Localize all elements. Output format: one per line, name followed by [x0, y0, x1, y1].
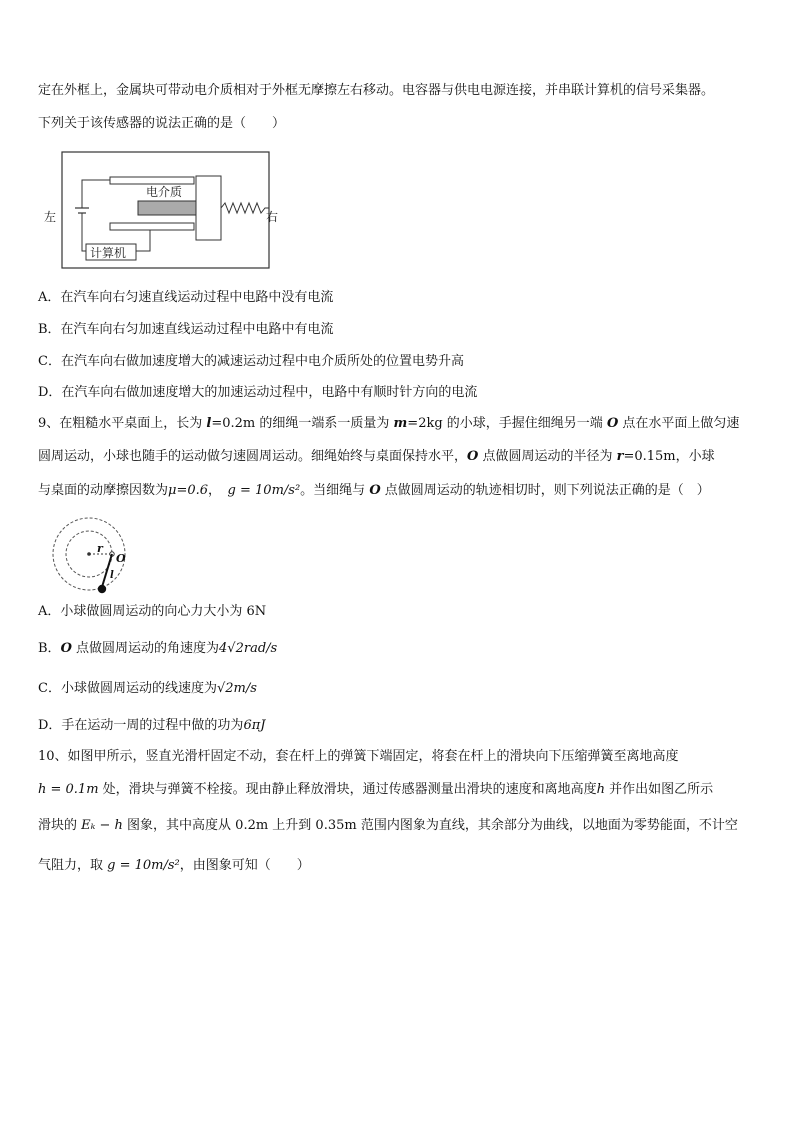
length-label: l [110, 570, 114, 581]
computer-label: 计算机 [90, 246, 127, 260]
q9-line1: 9、在粗糙水平桌面上，长为 l=0.2m 的细绳一端系一质量为 m=2kg 的小球，手握住细绳另一端 O 点在水平面上做匀速 [38, 416, 740, 431]
radius-label: r [97, 542, 103, 555]
point-o-label: O [116, 552, 126, 565]
q10-line4: 气阻力，取 g = 10m/s²，由图象可知（ ） [38, 858, 310, 873]
q8-option-b: B．在汽车向右匀加速直线运动过程中电路中有电流 [38, 322, 334, 337]
q8-intro-line1: 定在外框上，金属块可带动电介质相对于外框无摩擦左右移动。电容器与供电电源连接，并串联计算机的信号采集器。 [38, 83, 715, 98]
q8-option-c: C．在汽车向右做加速度增大的减速运动过程中电介质所处的位置电势升高 [38, 354, 464, 369]
q8-option-d: D．在汽车向右做加速度增大的加速运动过程中，电路中有顺时针方向的电流 [38, 385, 478, 400]
q8-intro-line2: 下列关于该传感器的说法正确的是（ ） [38, 116, 286, 131]
q10-line3: 滑块的 Eₖ − h 图象，其中高度从 0.2m 上升到 0.35m 范围内图象为直线，其余部分为曲线，以地面为零势能面，不计空 [38, 818, 738, 833]
q10-line1: 10、如图甲所示，竖直光滑杆固定不动，套在杆上的弹簧下端固定，将套在杆上的滑块向下压缩弹簧至离地高度 [38, 749, 679, 764]
dielectric-label: 电介质 [146, 185, 183, 199]
left-label: 左 [44, 210, 57, 224]
q8-option-a: A．在汽车向右匀速直线运动过程中电路中没有电流 [38, 290, 334, 305]
circular-motion-diagram [44, 516, 134, 598]
q9-option-a: A．小球做圆周运动的向心力大小为 6N [38, 604, 267, 619]
capacitor-sensor-diagram [38, 148, 278, 273]
q9-line2: 圆周运动，小球也随手的运动做匀速圆周运动。细绳始终与桌面保持水平，O 点做圆周运动的半径为 r=0.15m，小球 [38, 449, 715, 464]
right-label: 右 [265, 210, 278, 224]
q9-line3: 与桌面的动摩擦因数为μ=0.6， g = 10m/s²。当细绳与 O 点做圆周运动的轨迹相切时，则下列说法正确的是（ ） [38, 483, 710, 498]
q10-line2: h = 0.1m 处，滑块与弹簧不栓接。现由静止释放滑块，通过传感器测量出滑块的速度和离地高度h 并作出如图乙所示 [38, 782, 714, 797]
q9-option-d: D．手在运动一周的过程中做的功为6πJ [38, 718, 266, 733]
q9-option-b: B．O 点做圆周运动的角速度为4√2rad/s [38, 641, 278, 656]
q9-option-c: C．小球做圆周运动的线速度为√2m/s [38, 681, 257, 696]
